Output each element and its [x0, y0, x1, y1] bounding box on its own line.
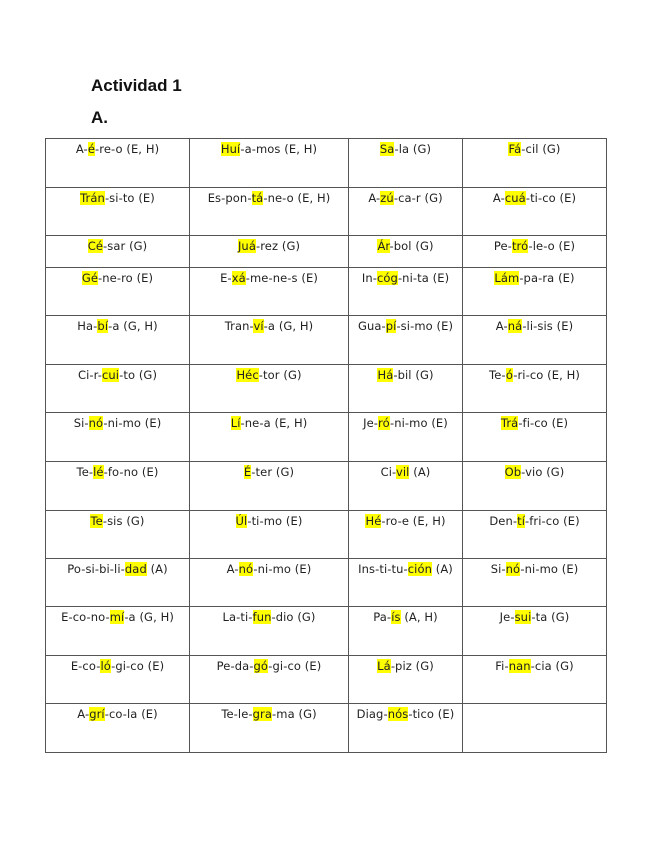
stressed-syllable: Héc: [236, 368, 259, 382]
stressed-syllable: ví: [253, 319, 264, 333]
word-cell: [349, 413, 463, 462]
word-cell: [463, 704, 607, 753]
word-prefix: A-: [368, 191, 381, 205]
word-suffix: -a (G, H): [124, 610, 174, 624]
word-suffix: -bol (G): [389, 239, 434, 253]
word-suffix: -tor (G): [258, 368, 302, 382]
word-suffix: -ni-mo (E): [253, 562, 312, 576]
word-suffix: -a (G, H): [108, 319, 158, 333]
word-cell: [46, 656, 190, 704]
word-suffix: -si-to (E): [104, 191, 155, 205]
word-prefix: Diag-: [356, 707, 388, 721]
word-suffix: -ne-ro (E): [98, 271, 154, 285]
stressed-syllable: cui: [101, 368, 120, 382]
word-cell: [463, 316, 607, 365]
word-prefix: Je-: [499, 610, 515, 624]
word-cell: [190, 413, 349, 462]
word-prefix: Te-: [76, 465, 94, 479]
word-prefix: E-: [220, 271, 232, 285]
stressed-syllable: ná: [507, 319, 523, 333]
word-cell: [46, 511, 190, 559]
word-suffix: -ta (G): [531, 610, 570, 624]
word-suffix: -dio (G): [271, 610, 316, 624]
table-row: [46, 188, 607, 236]
stressed-syllable: Úl: [235, 514, 248, 528]
word-prefix: Es-pon-: [207, 191, 252, 205]
stressed-syllable: dad: [124, 562, 147, 576]
word-suffix: (A): [431, 562, 453, 576]
stressed-syllable: Gé: [81, 271, 99, 285]
word-suffix: -gi-co (E): [268, 659, 322, 673]
word-suffix: -piz (G): [390, 659, 434, 673]
word-suffix: -sis (G): [102, 514, 145, 528]
word-suffix: -gi-co (E): [111, 659, 165, 673]
word-suffix: -ne-a (E, H): [240, 416, 308, 430]
word-prefix: In-: [361, 271, 377, 285]
stressed-syllable: Te: [90, 514, 103, 528]
word-cell: [349, 188, 463, 236]
word-cell: [349, 316, 463, 365]
word-cell: [463, 607, 607, 656]
stressed-syllable: Lám: [494, 271, 520, 285]
word-prefix: Te-le-: [221, 707, 253, 721]
table-row: [46, 704, 607, 753]
word-prefix: La-ti-: [222, 610, 253, 624]
word-prefix: Po-si-bi-li-: [67, 562, 125, 576]
word-cell: [46, 268, 190, 316]
word-suffix: -ti-mo (E): [247, 514, 303, 528]
stressed-syllable: tá: [251, 191, 264, 205]
stressed-syllable: ís: [391, 610, 401, 624]
stressed-syllable: Hé: [365, 514, 382, 528]
word-cell: [46, 607, 190, 656]
word-suffix: -sar (G): [103, 239, 148, 253]
stressed-syllable: Trá: [500, 416, 519, 430]
word-cell: [463, 656, 607, 704]
word-cell: [46, 316, 190, 365]
word-suffix: -ni-mo (E): [103, 416, 162, 430]
table-row: [46, 511, 607, 559]
word-suffix: -a (G, H): [263, 319, 314, 333]
word-suffix: -si-mo (E): [396, 319, 454, 333]
word-cell: [463, 559, 607, 607]
word-prefix: Pe-: [493, 239, 512, 253]
word-suffix: -ma (G): [272, 707, 317, 721]
stressed-syllable: mí: [109, 610, 125, 624]
word-suffix: -ter (G): [251, 465, 295, 479]
word-cell: [349, 607, 463, 656]
word-cell: [463, 365, 607, 413]
stressed-syllable: Ob: [504, 465, 522, 479]
word-cell: [46, 559, 190, 607]
word-cell: [46, 236, 190, 268]
word-cell: [463, 268, 607, 316]
word-cell: [190, 704, 349, 753]
stressed-syllable: Huí: [220, 142, 241, 156]
word-suffix: -ni-ta (E): [397, 271, 450, 285]
word-suffix: -vio (G): [521, 465, 565, 479]
word-prefix: Fi-: [495, 659, 509, 673]
word-prefix: Si-: [490, 562, 506, 576]
stressed-syllable: Ár: [377, 239, 390, 253]
stressed-syllable: cuá: [504, 191, 526, 205]
table-row: [46, 268, 607, 316]
word-cell: [190, 365, 349, 413]
table-row: [46, 236, 607, 268]
word-cell: [46, 139, 190, 188]
word-prefix: Den-: [489, 514, 518, 528]
stressed-syllable: Juá: [237, 239, 256, 253]
stressed-syllable: nó: [88, 416, 104, 430]
word-cell: [190, 462, 349, 511]
stressed-syllable: nó: [238, 562, 254, 576]
section-label: A.: [91, 108, 108, 127]
stressed-syllable: nós: [387, 707, 409, 721]
table-row: [46, 559, 607, 607]
stressed-syllable: Lá: [377, 659, 391, 673]
word-suffix: -re-o (E, H): [95, 142, 160, 156]
word-suffix: (A): [409, 465, 431, 479]
stressed-syllable: vil: [395, 465, 410, 479]
word-suffix: -ni-mo (E): [389, 416, 448, 430]
word-cell: [349, 365, 463, 413]
table-row: [46, 139, 607, 188]
stressed-syllable: ró: [378, 416, 390, 430]
word-suffix: -la (G): [394, 142, 432, 156]
word-suffix: -cil (G): [521, 142, 561, 156]
stressed-syllable: ló: [100, 659, 112, 673]
word-cell: [463, 413, 607, 462]
word-cell: [463, 511, 607, 559]
word-cell: [46, 462, 190, 511]
word-suffix: -le-o (E): [528, 239, 576, 253]
word-suffix: -bil (G): [393, 368, 434, 382]
word-suffix: -ti-co (E): [525, 191, 577, 205]
word-suffix: -ri-co (E, H): [513, 368, 580, 382]
table-row: [46, 365, 607, 413]
stressed-syllable: Há: [377, 368, 394, 382]
word-cell: [190, 656, 349, 704]
word-prefix: Ha-: [77, 319, 98, 333]
word-prefix: E-co-no-: [61, 610, 110, 624]
stressed-syllable: zú: [380, 191, 394, 205]
stressed-syllable: gra: [252, 707, 273, 721]
word-suffix: -a-mos (E, H): [240, 142, 318, 156]
word-prefix: Te-: [489, 368, 506, 382]
stressed-syllable: grí: [89, 707, 105, 721]
word-suffix: -pa-ra (E): [519, 271, 575, 285]
word-prefix: A-: [77, 707, 90, 721]
stressed-syllable: tí: [517, 514, 526, 528]
syllable-table: [45, 138, 607, 753]
word-prefix: Tran-: [224, 319, 254, 333]
word-suffix: -to (G): [119, 368, 158, 382]
stressed-syllable: fun: [252, 610, 272, 624]
word-cell: [190, 559, 349, 607]
word-cell: [463, 188, 607, 236]
word-suffix: (A, H): [400, 610, 438, 624]
stressed-syllable: lé: [93, 465, 104, 479]
stressed-syllable: sui: [514, 610, 532, 624]
stressed-syllable: Fá: [508, 142, 522, 156]
stressed-syllable: Trán: [80, 191, 105, 205]
word-suffix: -li-sis (E): [522, 319, 574, 333]
word-suffix: -fri-co (E): [525, 514, 580, 528]
stressed-syllable: pí: [385, 319, 397, 333]
word-cell: [46, 188, 190, 236]
stressed-syllable: Cé: [87, 239, 104, 253]
word-cell: [190, 236, 349, 268]
word-cell: [190, 316, 349, 365]
stressed-syllable: nó: [505, 562, 521, 576]
word-suffix: -fi-co (E): [518, 416, 569, 430]
word-prefix: A-: [75, 142, 88, 156]
word-prefix: E-co-: [70, 659, 101, 673]
table-row: [46, 316, 607, 365]
word-prefix: Si-: [73, 416, 89, 430]
word-cell: [190, 139, 349, 188]
word-suffix: (A): [146, 562, 168, 576]
word-suffix: -tico (E): [408, 707, 455, 721]
stressed-syllable: bí: [97, 319, 109, 333]
word-cell: [190, 268, 349, 316]
word-cell: [349, 236, 463, 268]
word-suffix: -me-ne-s (E): [245, 271, 318, 285]
word-cell: [46, 413, 190, 462]
word-prefix: A-: [492, 191, 505, 205]
word-suffix: -ro-e (E, H): [381, 514, 446, 528]
word-cell: [349, 559, 463, 607]
word-cell: [46, 365, 190, 413]
table-row: [46, 656, 607, 704]
word-cell: [190, 607, 349, 656]
word-cell: [349, 462, 463, 511]
word-prefix: Ci-r-: [77, 368, 102, 382]
word-cell: [349, 704, 463, 753]
word-suffix: -fo-no (E): [103, 465, 159, 479]
table-row: [46, 413, 607, 462]
word-cell: [463, 462, 607, 511]
stressed-syllable: ó: [505, 368, 514, 382]
word-suffix: -co-la (E): [104, 707, 158, 721]
word-suffix: -cia (G): [530, 659, 574, 673]
word-suffix: -ne-o (E, H): [263, 191, 331, 205]
word-cell: [46, 704, 190, 753]
page-title: Actividad 1: [91, 76, 182, 95]
word-cell: [463, 236, 607, 268]
word-prefix: Pa-: [373, 610, 392, 624]
word-prefix: Ci-: [380, 465, 396, 479]
stressed-syllable: gó: [253, 659, 269, 673]
word-suffix: -ni-mo (E): [520, 562, 579, 576]
word-prefix: Gua-: [357, 319, 386, 333]
word-suffix: -ca-r (G): [393, 191, 443, 205]
word-prefix: A-: [495, 319, 508, 333]
stressed-syllable: tró: [511, 239, 529, 253]
stressed-syllable: ción: [407, 562, 432, 576]
stressed-syllable: é: [87, 142, 95, 156]
word-cell: [190, 511, 349, 559]
word-prefix: A-: [226, 562, 239, 576]
word-prefix: Je-: [363, 416, 379, 430]
stressed-syllable: nan: [508, 659, 531, 673]
word-cell: [190, 188, 349, 236]
word-cell: [349, 656, 463, 704]
stressed-syllable: cóg: [376, 271, 398, 285]
stressed-syllable: xá: [231, 271, 246, 285]
stressed-syllable: Sa: [379, 142, 395, 156]
word-prefix: Pe-da-: [216, 659, 254, 673]
word-cell: [349, 511, 463, 559]
stressed-syllable: É: [243, 465, 252, 479]
table-row: [46, 462, 607, 511]
table-row: [46, 607, 607, 656]
word-suffix: -rez (G): [255, 239, 301, 253]
word-cell: [349, 268, 463, 316]
word-cell: [463, 139, 607, 188]
word-cell: [349, 139, 463, 188]
stressed-syllable: Lí: [230, 416, 241, 430]
word-prefix: Ins-ti-tu-: [358, 562, 408, 576]
